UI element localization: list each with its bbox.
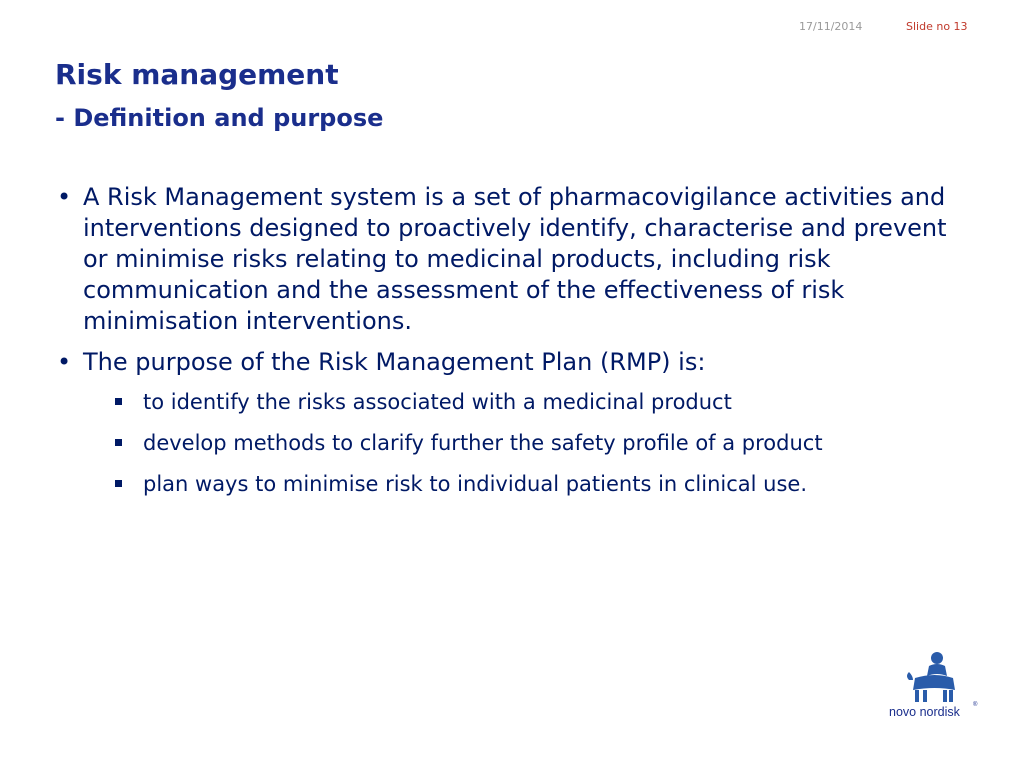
square-bullet-icon [115,480,122,487]
novo-nordisk-logo [885,650,980,720]
sub-bullet-text: plan ways to minimise risk to individual patients in clinical use. [143,472,808,496]
square-bullet-icon [115,398,122,405]
bullet-item [55,347,955,378]
slide-date: 17/11/2014 [799,20,863,33]
sub-bullet-item [115,429,955,458]
slide-number: Slide no 13 [906,20,968,33]
sub-bullet-item [115,388,955,417]
apis-bull-icon [907,652,955,702]
bullet-dot-icon: • [57,348,72,376]
logo-wordmark: novo nordisk [889,705,960,719]
slide-content [55,182,955,511]
bullet-text: The purpose of the Risk Management Plan (RMP) is: [83,348,706,376]
sub-bullet-text: to identify the risks associated with a medicinal product [143,390,732,414]
bullet-dot-icon: • [57,183,72,211]
bullet-text: A Risk Management system is a set of pharmacovigilance activities and interventions designed to proactively identify, characterise and prevent or minimise risks relating to medicinal products, including risk communication and the assessment of the effectiveness of risk minimisation interventions. [83,183,947,335]
bullet-item [55,182,955,337]
slide-subtitle: - Definition and purpose [55,104,384,132]
sub-bullet-list [115,388,955,499]
sub-bullet-item [115,470,955,499]
sub-bullet-text: develop methods to clarify further the safety profile of a product [143,431,823,455]
slide-title: Risk management [55,58,339,91]
registered-mark: ® [973,702,978,708]
square-bullet-icon [115,439,122,446]
